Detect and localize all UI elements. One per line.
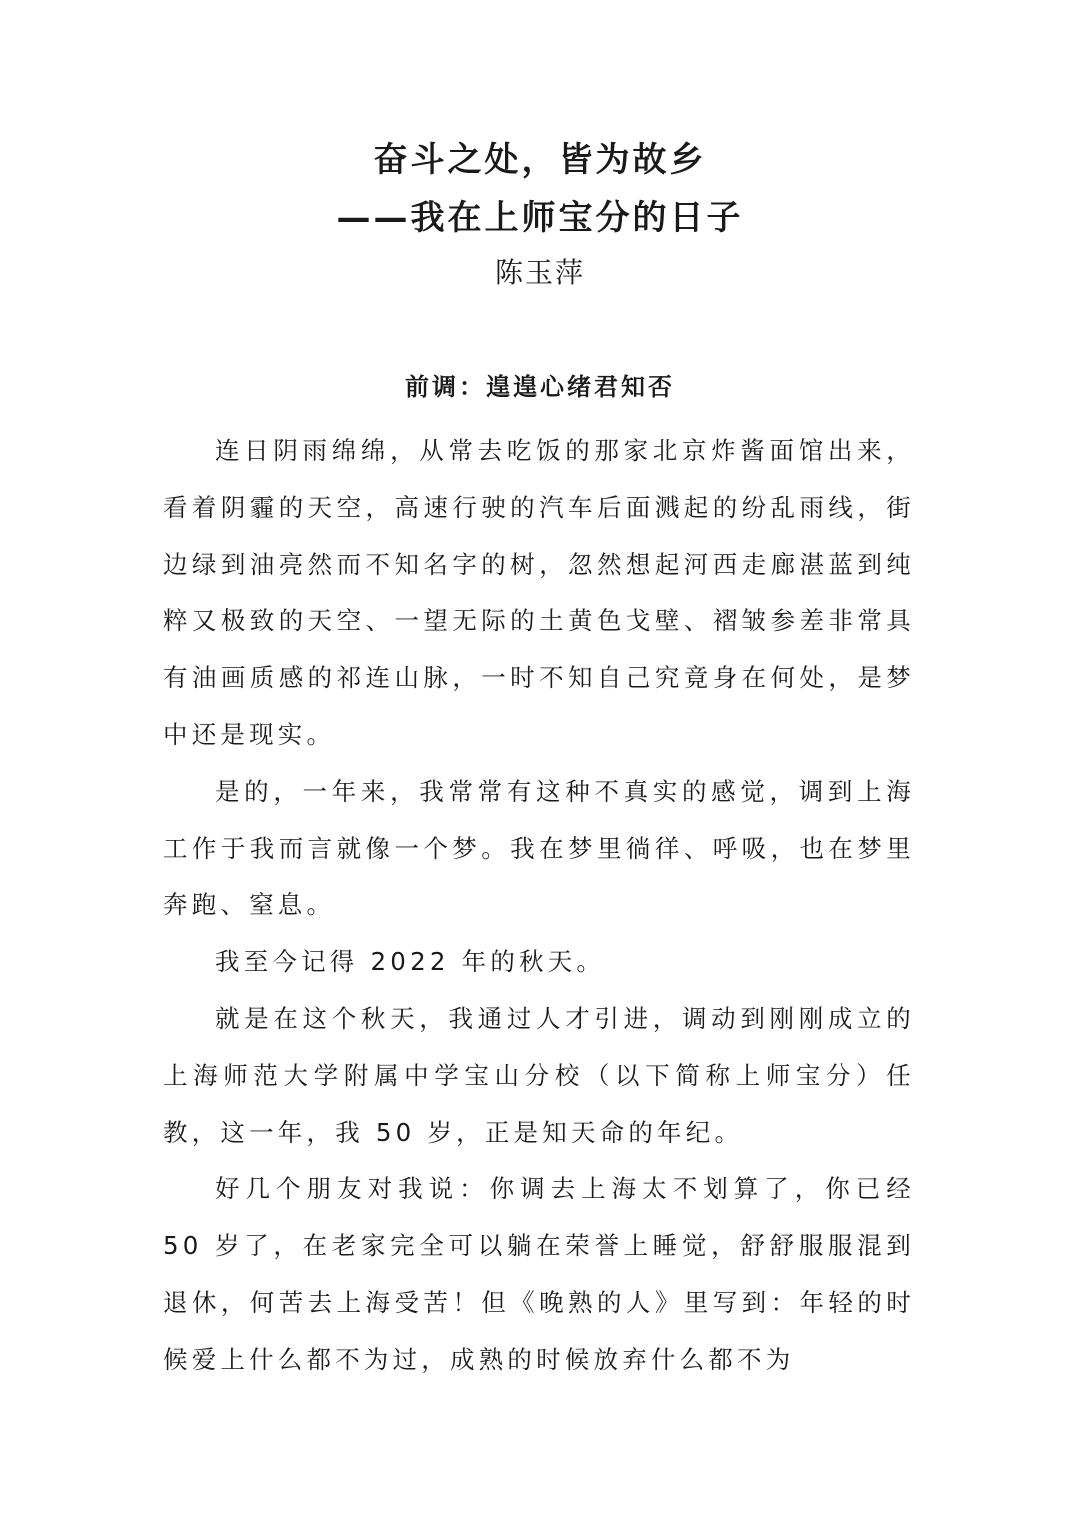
paragraph: 是的，一年来，我常常有这种不真实的感觉，调到上海工作于我而言就像一个梦。我在梦里徜徉、呼吸，也在梦里奔跑、窒息。 [163,776,915,920]
article-title: 奋斗之处，皆为故乡 [373,140,707,180]
paragraph: 就是在这个秋天，我通过人才引进，调动到刚刚成立的上海师范大学附属中学宝山分校（以下简称上师宝分）任教，这一年，我 50 岁，正是知天命的年纪。 [163,1003,915,1147]
author-name: 陈玉萍 [494,256,585,289]
article-body [163,423,915,1389]
article-subtitle: ——我在上师宝分的日子 [336,198,744,238]
paragraph: 好几个朋友对我说：你调去上海太不划算了，你已经 50 岁了，在老家完全可以躺在荣誉上睡觉，舒舒服服混到退休，何苦去上海受苦！但《晚熟的人》里写到：年轻的时候爱上什么都不为过，成熟的时候放弃什么都不为 [163,1174,915,1374]
paragraph: 我至今记得 2022 年的秋天。 [215,947,606,977]
section-heading: 前调：遑遑心绪君知否 [405,373,675,401]
paragraph: 连日阴雨绵绵，从常去吃饭的那家北京炸酱面馆出来，看着阴霾的天空，高速行驶的汽车后面溅起的纷乱雨线，街边绿到油亮然而不知名字的树，忽然想起河西走廊湛蓝到纯粹又极致的天空、一望无际的土黄色戈壁、褶皱参差非常具有油画质感的祁连山脉，一时不知自己究竟身在何处，是梦中还是现实。 [163,436,915,749]
